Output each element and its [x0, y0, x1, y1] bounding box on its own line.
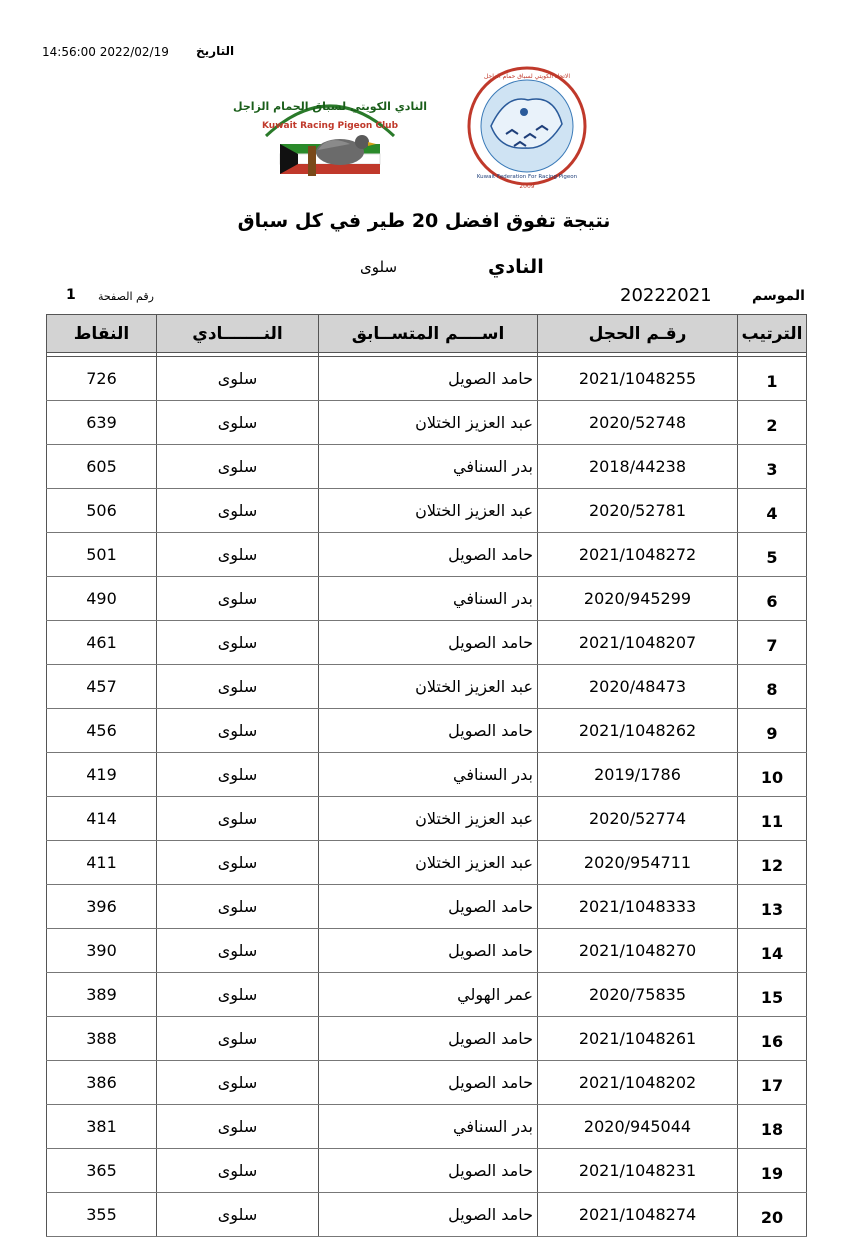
cell-points: 388	[47, 1017, 157, 1061]
cell-name: حامد الصويل	[319, 533, 538, 577]
cell-name: عبد العزيز الختلان	[319, 841, 538, 885]
date-label: التاريخ	[196, 44, 235, 58]
table-row	[47, 753, 807, 797]
cell-club: سلوى	[157, 929, 319, 973]
cell-rank: 16	[738, 1017, 807, 1061]
table-row	[47, 1061, 807, 1105]
cell-name: بدر السنافي	[319, 753, 538, 797]
club-logo	[233, 84, 427, 186]
cell-ring: 2020/75835	[538, 973, 738, 1017]
table-row	[47, 1017, 807, 1061]
header-club: النـــــــادي	[157, 315, 319, 353]
cell-ring: 2021/1048272	[538, 533, 738, 577]
cell-club: سلوى	[157, 357, 319, 401]
table-row	[47, 709, 807, 753]
cell-club: سلوى	[157, 1061, 319, 1105]
cell-ring: 2021/1048202	[538, 1061, 738, 1105]
federation-logo-text-en: Kuwait Federation For Racing Pigeon	[476, 174, 578, 180]
cell-ring: 2021/1048261	[538, 1017, 738, 1061]
federation-year: 2009	[519, 183, 535, 190]
cell-rank: 10	[738, 753, 807, 797]
header-ring: رقـم الحجل	[538, 315, 738, 353]
cell-rank: 17	[738, 1061, 807, 1105]
cell-ring: 2018/44238	[538, 445, 738, 489]
cell-rank: 4	[738, 489, 807, 533]
cell-club: سلوى	[157, 489, 319, 533]
cell-club: سلوى	[157, 401, 319, 445]
cell-points: 389	[47, 973, 157, 1017]
cell-points: 726	[47, 357, 157, 401]
cell-ring: 2021/1048255	[538, 357, 738, 401]
table-row	[47, 1149, 807, 1193]
cell-name: عمر الهولي	[319, 973, 538, 1017]
cell-ring: 2021/1048333	[538, 885, 738, 929]
table-row	[47, 1105, 807, 1149]
table-row	[47, 665, 807, 709]
season-label: الموسم	[752, 288, 805, 304]
cell-club: سلوى	[157, 1105, 319, 1149]
cell-name: حامد الصويل	[319, 1193, 538, 1237]
cell-club: سلوى	[157, 973, 319, 1017]
cell-ring: 2020/48473	[538, 665, 738, 709]
cell-points: 365	[47, 1149, 157, 1193]
cell-name: حامد الصويل	[319, 929, 538, 973]
cell-points: 605	[47, 445, 157, 489]
cell-club: سلوى	[157, 841, 319, 885]
cell-rank: 13	[738, 885, 807, 929]
cell-name: حامد الصويل	[319, 357, 538, 401]
cell-points: 457	[47, 665, 157, 709]
table-row	[47, 357, 807, 401]
header-rank: الترتيب	[738, 315, 807, 353]
federation-logo	[466, 64, 588, 194]
table-row	[47, 445, 807, 489]
cell-club: سلوى	[157, 533, 319, 577]
table-row	[47, 797, 807, 841]
club-logo-text: النادي الكويتي لسباق الحمام الزاجل	[233, 100, 427, 113]
cell-points: 381	[47, 1105, 157, 1149]
cell-rank: 9	[738, 709, 807, 753]
cell-rank: 11	[738, 797, 807, 841]
cell-rank: 6	[738, 577, 807, 621]
cell-rank: 12	[738, 841, 807, 885]
cell-name: حامد الصويل	[319, 1149, 538, 1193]
federation-logo-text: الاتحاد الكويتي لسباق حمام الزاجل	[483, 73, 571, 80]
header-points: النقاط	[47, 315, 157, 353]
cell-name: حامد الصويل	[319, 1061, 538, 1105]
cell-name: حامد الصويل	[319, 621, 538, 665]
cell-club: سلوى	[157, 797, 319, 841]
cell-points: 396	[47, 885, 157, 929]
cell-ring: 2020/52774	[538, 797, 738, 841]
cell-club: سلوى	[157, 1017, 319, 1061]
cell-points: 411	[47, 841, 157, 885]
cell-club: سلوى	[157, 665, 319, 709]
cell-points: 390	[47, 929, 157, 973]
cell-name: عبد العزيز الختلان	[319, 401, 538, 445]
cell-points: 490	[47, 577, 157, 621]
date-value: 14:56:00 2022/02/19	[42, 45, 169, 59]
cell-club: سلوى	[157, 885, 319, 929]
club-logo-text-en: Kuwait Racing Pigeon Club	[261, 121, 399, 131]
cell-rank: 8	[738, 665, 807, 709]
cell-ring: 2021/1048207	[538, 621, 738, 665]
cell-rank: 20	[738, 1193, 807, 1237]
cell-ring: 2021/1048274	[538, 1193, 738, 1237]
page-number-label: رقم الصفحة	[98, 290, 154, 303]
cell-club: سلوى	[157, 445, 319, 489]
table-row	[47, 1193, 807, 1237]
cell-ring: 2020/954711	[538, 841, 738, 885]
cell-ring: 2021/1048231	[538, 1149, 738, 1193]
cell-ring: 2020/52748	[538, 401, 738, 445]
cell-points: 639	[47, 401, 157, 445]
report-title: نتيجة تفوق افضل 20 طير في كل سباق	[237, 210, 611, 232]
cell-rank: 14	[738, 929, 807, 973]
results-table	[46, 314, 807, 1237]
cell-ring: 2020/945044	[538, 1105, 738, 1149]
table-row	[47, 841, 807, 885]
season-value: 20222021	[620, 285, 712, 306]
cell-rank: 18	[738, 1105, 807, 1149]
cell-points: 501	[47, 533, 157, 577]
cell-name: بدر السنافي	[319, 445, 538, 489]
cell-points: 506	[47, 489, 157, 533]
cell-club: سلوى	[157, 621, 319, 665]
page-number-value: 1	[66, 287, 76, 303]
cell-name: عبد العزيز الختلان	[319, 665, 538, 709]
table-header-row	[47, 315, 807, 353]
cell-name: حامد الصويل	[319, 709, 538, 753]
table-row	[47, 621, 807, 665]
cell-ring: 2020/945299	[538, 577, 738, 621]
cell-rank: 7	[738, 621, 807, 665]
cell-points: 456	[47, 709, 157, 753]
cell-points: 461	[47, 621, 157, 665]
cell-rank: 2	[738, 401, 807, 445]
table-row	[47, 489, 807, 533]
cell-club: سلوى	[157, 1193, 319, 1237]
cell-points: 355	[47, 1193, 157, 1237]
table-row	[47, 929, 807, 973]
table-row	[47, 577, 807, 621]
cell-points: 414	[47, 797, 157, 841]
cell-club: سلوى	[157, 709, 319, 753]
cell-name: عبد العزيز الختلان	[319, 489, 538, 533]
cell-club: سلوى	[157, 1149, 319, 1193]
cell-ring: 2021/1048270	[538, 929, 738, 973]
cell-ring: 2021/1048262	[538, 709, 738, 753]
cell-club: سلوى	[157, 753, 319, 797]
cell-rank: 5	[738, 533, 807, 577]
table-row	[47, 885, 807, 929]
cell-club: سلوى	[157, 577, 319, 621]
cell-name: بدر السنافي	[319, 577, 538, 621]
table-row	[47, 401, 807, 445]
cell-ring: 2020/52781	[538, 489, 738, 533]
cell-rank: 15	[738, 973, 807, 1017]
cell-rank: 1	[738, 357, 807, 401]
club-value: سلوى	[360, 258, 398, 276]
cell-name: عبد العزيز الختلان	[319, 797, 538, 841]
cell-ring: 2019/1786	[538, 753, 738, 797]
cell-rank: 3	[738, 445, 807, 489]
cell-rank: 19	[738, 1149, 807, 1193]
cell-points: 419	[47, 753, 157, 797]
table-row	[47, 973, 807, 1017]
club-label: النادي	[488, 256, 544, 278]
cell-name: حامد الصويل	[319, 1017, 538, 1061]
cell-name: بدر السنافي	[319, 1105, 538, 1149]
cell-points: 386	[47, 1061, 157, 1105]
header-name: اســــم المتســابق	[319, 315, 538, 353]
table-row	[47, 533, 807, 577]
cell-name: حامد الصويل	[319, 885, 538, 929]
